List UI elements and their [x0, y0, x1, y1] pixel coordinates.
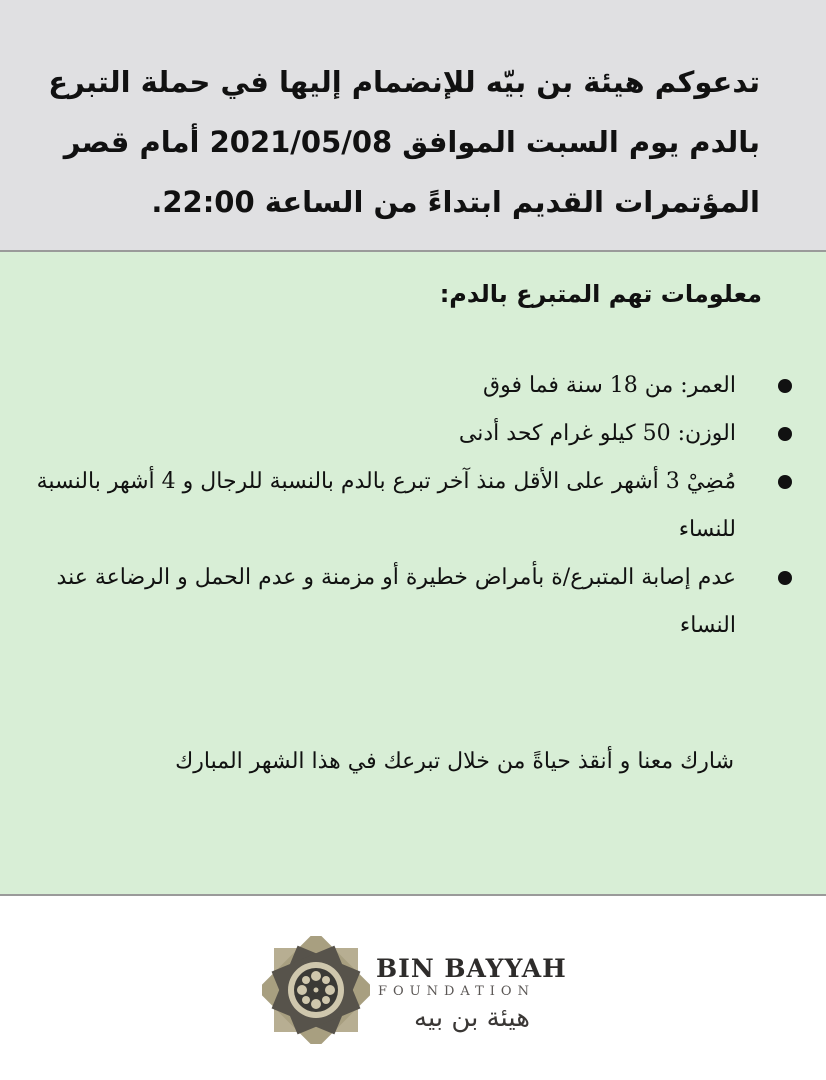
requirement-age — [36, 362, 796, 410]
requirements-list — [36, 362, 796, 650]
requirement-text: عدم إصابة المتبرع/ة بأمراض خطيرة أو مزمنة و عدم الحمل و الرضاعة عند النساء — [56, 565, 736, 638]
logo-name-ar: هيئة بن بيه — [414, 1003, 530, 1033]
donor-info-panel — [0, 252, 826, 896]
closing-message: شارك معنا و أنقذ حياةً من خلال تبرعك في هذا الشهر المبارك — [175, 749, 734, 774]
requirement-health — [36, 554, 796, 650]
bullet-icon — [778, 475, 792, 489]
requirement-text: مُضِيْ 3 أشهر على الأقل منذ آخر تبرع بالدم بالنسبة للرجال و 4 أشهر بالنسبة للنساء — [36, 469, 736, 542]
logo-name-en: BIN BAYYAH — [376, 954, 567, 983]
bullet-icon — [778, 427, 792, 441]
requirement-interval — [36, 458, 796, 554]
bullet-icon — [778, 571, 792, 585]
invitation-headline: تدعوكم هيئة بن بيّه للإنضمام إليها في حملة التبرع بالدم يوم السبت الموافق 2021/05/08 أمام قصر المؤتمرات القديم ابتداءً من الساعة 22:00. — [48, 65, 760, 219]
invitation-banner — [0, 0, 826, 252]
bullet-icon — [778, 379, 792, 393]
requirement-text: العمر: من 18 سنة فما فوق — [483, 373, 736, 398]
requirement-text: الوزن: 50 كيلو غرام كحد أدنى — [458, 421, 736, 446]
footer — [0, 896, 826, 1080]
donor-info-title: معلومات تهم المتبرع بالدم: — [439, 280, 762, 308]
requirement-weight — [36, 410, 796, 458]
logo-subtitle-en: FOUNDATION — [378, 984, 535, 999]
bin-bayyah-emblem-icon — [262, 936, 370, 1044]
